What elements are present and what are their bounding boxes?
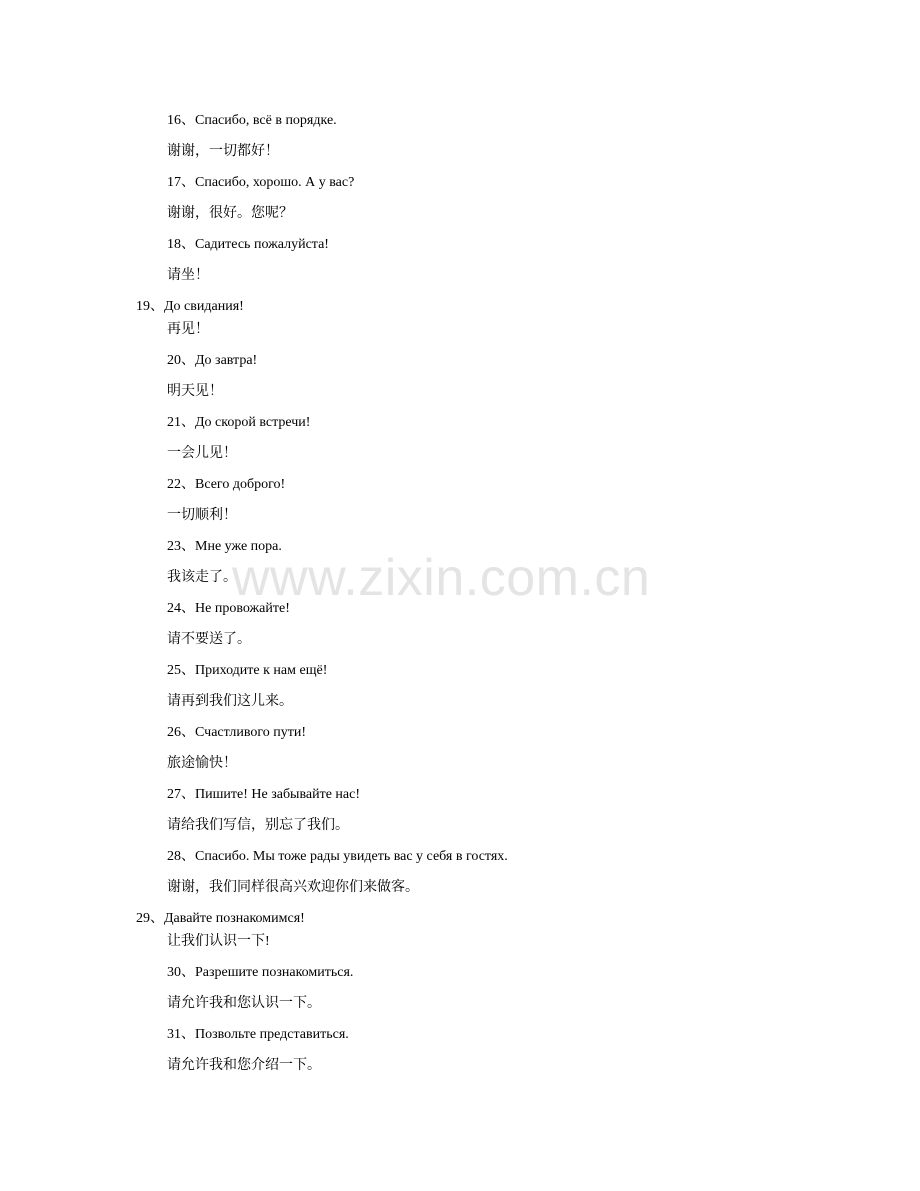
phrase-zh-20: 明天见！ — [167, 384, 223, 399]
phrase-zh-16: 谢谢，一切都好！ — [167, 144, 279, 159]
phrase-ru-30: 30、Разрешите познакомиться. — [167, 965, 354, 980]
phrase-ru-24: 24、Не провожайте! — [167, 601, 290, 616]
phrase-russian: Разрешите познакомиться. — [195, 965, 354, 980]
phrase-zh-25: 请再到我们这儿来。 — [167, 694, 293, 709]
phrase-russian: Спасибо, всё в порядке. — [195, 113, 337, 128]
phrase-zh-24: 请不要送了。 — [167, 632, 251, 647]
phrase-ru-23: 23、Мне уже пора. — [167, 539, 282, 554]
phrase-zh-29: 让我们认识一下! — [167, 934, 270, 949]
phrase-ru-20: 20、До завтра! — [167, 353, 258, 368]
phrase-number: 17 — [167, 175, 181, 190]
phrase-zh-18: 请坐！ — [167, 268, 209, 283]
phrase-number: 16 — [167, 113, 181, 128]
phrase-number: 25 — [167, 663, 181, 678]
phrase-russian: Мне уже пора. — [195, 539, 282, 554]
phrase-zh-28: 谢谢，我们同样很高兴欢迎你们来做客。 — [167, 880, 419, 895]
phrase-ru-28: 28、Спасибо. Мы тоже рады увидеть вас у себя в гостях. — [167, 849, 508, 864]
phrase-number: 19 — [136, 299, 150, 314]
phrase-russian: Спасибо. Мы тоже рады увидеть вас у себя в гостях. — [195, 849, 508, 864]
phrase-zh-30: 请允许我和您认识一下。 — [167, 996, 321, 1011]
phrase-ru-22: 22、Всего доброго! — [167, 477, 286, 492]
phrase-ru-18: 18、Садитесь пожалуйста! — [167, 237, 329, 252]
phrase-ru-17: 17、Спасибо, хорошо. А у вас? — [167, 175, 355, 190]
phrase-ru-19: 19、До свидания! — [136, 299, 244, 314]
phrase-number: 31 — [167, 1027, 181, 1042]
phrase-zh-26: 旅途愉快！ — [167, 756, 237, 771]
phrase-russian: До скорой встречи! — [195, 415, 311, 430]
phrase-russian: Давайте познакомимся! — [164, 911, 305, 926]
phrase-russian: Позвольте представиться. — [195, 1027, 349, 1042]
phrase-russian: Спасибо, хорошо. А у вас? — [195, 175, 355, 190]
phrase-ru-25: 25、Приходите к нам ещё! — [167, 663, 328, 678]
phrase-number: 20 — [167, 353, 181, 368]
phrase-russian: Не провожайте! — [195, 601, 290, 616]
phrase-ru-29: 29、Давайте познакомимся! — [136, 911, 305, 926]
phrase-ru-21: 21、До скорой встречи! — [167, 415, 311, 430]
phrase-number: 30 — [167, 965, 181, 980]
phrase-zh-21: 一会儿见！ — [167, 446, 237, 461]
phrase-number: 24 — [167, 601, 181, 616]
phrase-russian: До свидания! — [164, 299, 244, 314]
phrase-zh-27: 请给我们写信，别忘了我们。 — [167, 818, 349, 833]
phrase-number: 18 — [167, 237, 181, 252]
phrase-number: 27 — [167, 787, 181, 802]
phrase-zh-23: 我该走了。 — [167, 570, 237, 585]
phrase-russian: До завтра! — [195, 353, 258, 368]
phrase-russian: Счастливого пути! — [195, 725, 307, 740]
phrase-russian: Всего доброго! — [195, 477, 286, 492]
phrase-zh-17: 谢谢，很好。您呢？ — [167, 206, 293, 221]
phrase-number: 21 — [167, 415, 181, 430]
phrase-number: 26 — [167, 725, 181, 740]
phrase-ru-26: 26、Счастливого пути! — [167, 725, 307, 740]
phrase-zh-31: 请允许我和您介绍一下。 — [167, 1058, 321, 1073]
phrase-number: 22 — [167, 477, 181, 492]
phrase-russian: Садитесь пожалуйста! — [195, 237, 329, 252]
phrase-number: 28 — [167, 849, 181, 864]
phrase-russian: Пишите! Не забывайте нас! — [195, 787, 361, 802]
phrase-ru-16: 16、Спасибо, всё в порядке. — [167, 113, 337, 128]
phrase-number: 23 — [167, 539, 181, 554]
watermark: www.zixin.com.cn — [232, 549, 651, 607]
phrase-russian: Приходите к нам ещё! — [195, 663, 328, 678]
phrase-ru-31: 31、Позвольте представиться. — [167, 1027, 349, 1042]
phrase-zh-19: 再见！ — [167, 322, 209, 337]
phrase-ru-27: 27、Пишите! Не забывайте нас! — [167, 787, 361, 802]
phrase-number: 29 — [136, 911, 150, 926]
phrase-zh-22: 一切顺利！ — [167, 508, 237, 523]
